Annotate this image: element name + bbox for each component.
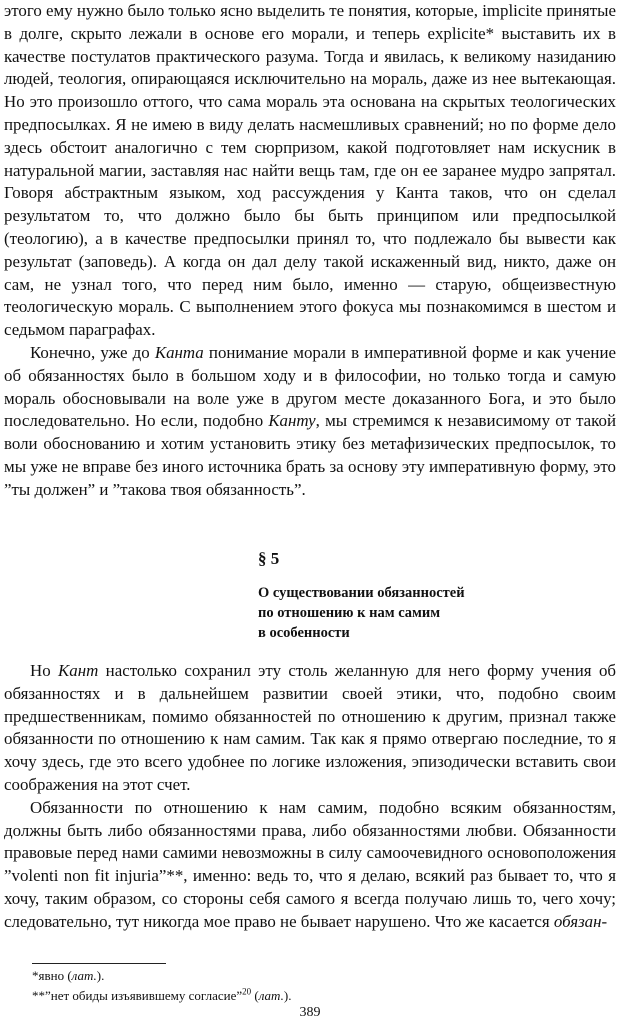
page-number: 389 bbox=[299, 1005, 321, 1020]
kant-italic-3: Кант bbox=[58, 661, 99, 680]
kant-italic-1: Канта bbox=[154, 342, 204, 362]
section-title-line-3: в особенности bbox=[258, 625, 350, 641]
footnote-2-text: **”нет обиды изъявившему согласие” bbox=[32, 988, 243, 1003]
footnote-2-open: ( bbox=[251, 988, 259, 1003]
footnote-1-text: *явно ( bbox=[32, 968, 72, 983]
paragraph-4-text: Обязанности по отношению к нам самим, подобно всяким обязанностям, должны быть либо обязанностями права, либо обязанностями любви. Обязанности правовые перед нами самими невозможны в силу самоочевидного основоположения ”volenti non fit injuria”**, именно: ведь то, что я делаю, всякий раз бывает то, что я хочу, таким образом, со стороны себя самого я всегда получаю лишь то, чего хочу; следовательно, тут никогда мое право не бывает нарушено. Что же касается bbox=[4, 797, 616, 931]
paragraph-4-italic: обязан- bbox=[553, 911, 608, 931]
footnote-2-end: ). bbox=[283, 988, 292, 1003]
text-block-top bbox=[4, 0, 616, 502]
paragraph-2-text-a: Конечно, уже до bbox=[30, 342, 155, 362]
footnote-2-lang: лат. bbox=[258, 988, 284, 1003]
kant-italic-2: Канту bbox=[268, 411, 316, 431]
footnote-2 bbox=[32, 986, 291, 1006]
paragraph-4 bbox=[4, 797, 616, 934]
section-title-line-1: О существовании обязанностей bbox=[258, 585, 465, 601]
footnote-1-end: ). bbox=[96, 968, 105, 983]
footnote-1-lang: лат. bbox=[71, 968, 97, 983]
footnote-1 bbox=[32, 966, 291, 986]
paragraph-2 bbox=[4, 342, 616, 502]
footnotes bbox=[32, 966, 291, 1006]
section-title-line-2: по отношению к нам самим bbox=[258, 605, 441, 621]
paragraph-3-text-b: настолько сохранил эту столь желанную для него форму учения об обязанностях и в дальнейшем развитии своей этики, что, подобно своим предшественникам, помимо обязанностей по отношению к другим, признал также обязанности по отношению к нам самим. Так как я прямо отвергаю последние, то я хочу здесь, где это всего удобнее по логике изложения, эпизодически вставить свои соображения на этот счет. bbox=[4, 661, 616, 794]
footnote-divider bbox=[32, 963, 166, 964]
section-number: § 5 bbox=[258, 549, 280, 568]
footnote-2-ref: 20 bbox=[242, 986, 252, 997]
book-page bbox=[4, 0, 616, 1031]
paragraph-2-text-b: понимание морали в императивной форме и как учение об обязанностях было в большом ходу и в философии, но только тогда и самую мораль обосновывали на воле уже в другом месте доказанного Бога, и это было последовательно. Но если, подобно bbox=[4, 342, 616, 431]
paragraph-3 bbox=[4, 660, 616, 797]
paragraph-3-text-a: Но bbox=[30, 661, 59, 680]
paragraph-1: этого ему нужно было только ясно выделить те понятия, которые, implicite принятые в долге, скрыто лежали в основе его морали, и теперь explicite* выставить их в качестве постулатов практического разума. Тогда и явилась, к великому назиданию людей, теология, опирающаяся исключительно на мораль, даже из нее вытекающая. Но это произошло оттого, что сама мораль эта основана на скрытых теологических предпосылках. Я не имею в виду делать насмешливых сравнений; но по форме дело здесь обстоит аналогично с тем сюрпризом, какой подготовляет нам искусник в натуральной магии, заставляя нас найти вещь там, где он ее заранее мудро запрятал. Говоря абстрактным языком, ход рассуждения у Канта таков, что он сделал результатом то, что должно было бы быть принципом или предпосылкой (теологию), а в качестве предпосылки принял то, что подлежало бы вывести как результат (заповедь). А когда он дал делу такой искаженный вид, никто, даже он сам, не узнал того, что перед ним было, именно — старую, общеизвестную теологическую мораль. С выполнением этого фокуса мы познакомимся в шестом и седьмом параграфах. bbox=[4, 1, 617, 340]
paragraph-2-text-c: , мы стремимся к независимому от такой воли обоснованию и хотим установить этику без метафизических предпосылок, то мы уже не вправе без иного источника брать за основу эту императивную форму, это ”ты должен” и ”такова твоя обязанность”. bbox=[4, 411, 616, 499]
section-title bbox=[258, 583, 558, 643]
text-block-bottom bbox=[4, 660, 616, 934]
